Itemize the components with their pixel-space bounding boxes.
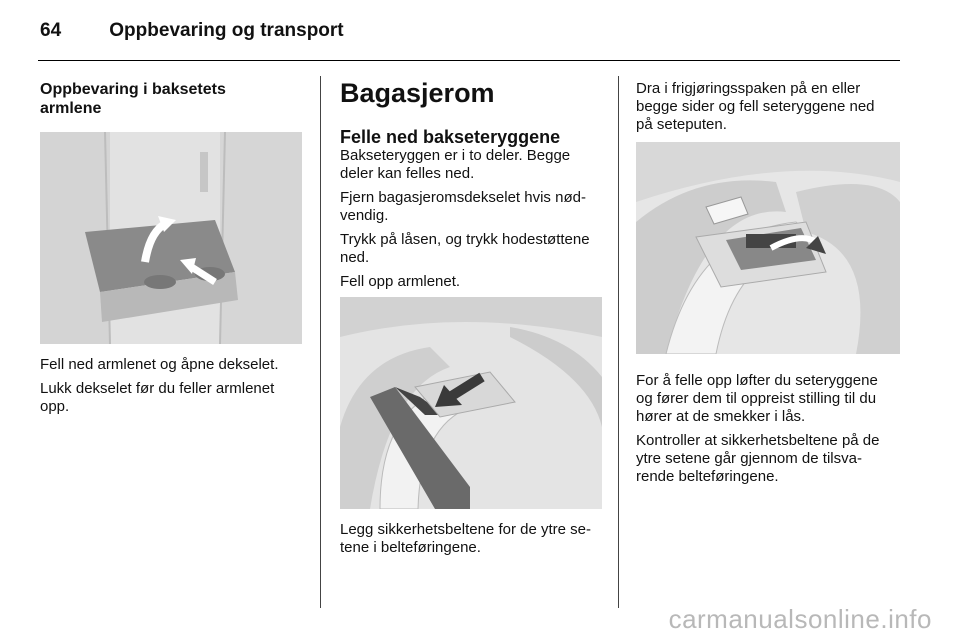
column-3 <box>636 80 900 492</box>
instruction-text <box>636 80 900 134</box>
text-line: tene i belteføringene. <box>340 539 481 556</box>
section-title-luggage: Bagasjerom <box>340 78 495 108</box>
column-1 <box>40 80 302 422</box>
seatbelt-guide-illustration <box>340 297 602 509</box>
column-divider-2 <box>618 76 619 608</box>
text-line: rende belteføringene. <box>636 468 779 485</box>
text-line: Bakseteryggen er i to deler. Begge <box>340 147 571 164</box>
column-divider-1 <box>320 76 321 608</box>
instruction-text <box>340 521 604 557</box>
text-line: og fører dem til oppreist stilling til du <box>636 390 877 407</box>
subsection-title: Felle ned bakseteryggene <box>340 127 561 147</box>
text-line: Fjern bagasjeromsdekselet hvis nød- <box>340 189 586 206</box>
header-rule <box>38 60 900 61</box>
instruction-text: Fell opp armlenet. <box>340 273 461 290</box>
text-line: ytre setene går gjennom de tilsva- <box>636 450 862 467</box>
instruction-text <box>340 147 604 183</box>
text-line: deler kan felles ned. <box>340 165 475 182</box>
instruction-text <box>40 380 302 416</box>
text-line: Trykk på låsen, og trykk hodestøttene <box>340 231 590 248</box>
heading-line: Oppbevaring i baksetets <box>40 81 226 98</box>
instruction-text <box>636 372 900 426</box>
instruction-text <box>340 231 604 267</box>
text-line: på seteputen. <box>636 116 727 133</box>
text-line: begge sider og fell seteryggene ned <box>636 98 875 115</box>
instruction-text <box>636 432 900 486</box>
instruction-text: Fell ned armlenet og åpne dekselet. <box>40 356 279 373</box>
text-line: opp. <box>40 398 70 415</box>
text-line: hører at de smekker i lås. <box>636 408 806 425</box>
watermark: carmanualsonline.info <box>668 604 932 634</box>
page-number: 64 <box>40 20 62 41</box>
column-2 <box>340 78 604 563</box>
section-heading-armrest <box>40 80 302 118</box>
page-header <box>40 20 344 42</box>
seat-release-illustration <box>636 142 900 354</box>
text-line: Legg sikkerhetsbeltene for de ytre se- <box>340 521 591 538</box>
text-line: For å felle opp løfter du seteryggene <box>636 372 878 389</box>
text-line: Lukk dekselet før du feller armlenet <box>40 380 275 397</box>
instruction-text <box>340 189 604 225</box>
text-line: Kontroller at sikkerhetsbeltene på de <box>636 432 880 449</box>
text-line: vendig. <box>340 207 389 224</box>
page-title: Oppbevaring og transport <box>109 20 344 41</box>
text-line: Dra i frigjøringsspaken på en eller <box>636 80 861 97</box>
heading-line: armlene <box>40 100 102 117</box>
text-line: ned. <box>340 249 370 266</box>
armrest-illustration <box>40 132 302 344</box>
